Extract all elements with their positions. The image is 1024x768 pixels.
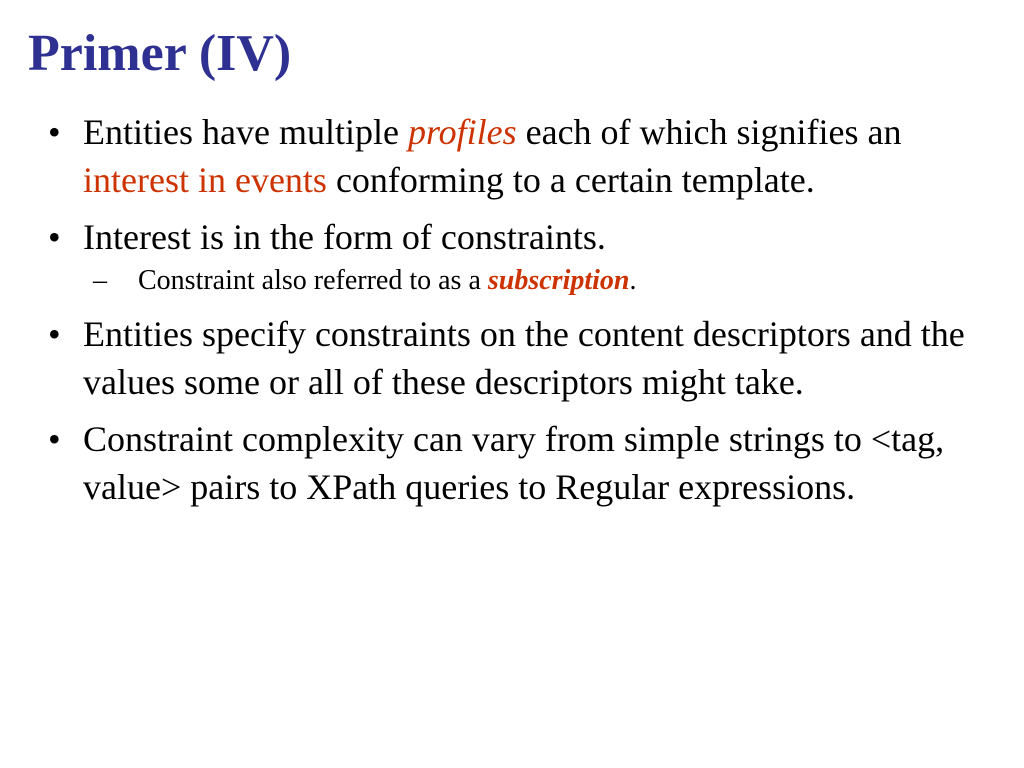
bullet-text: Constraint complexity can vary from simple strings to <tag, value> pairs to XPath queries to Regular expressions. <box>83 419 945 507</box>
bullet-text: Entities specify constraints on the content descriptors and the values some or all of these descriptors might take. <box>83 314 965 402</box>
emphasis-interest-in-events: interest in events <box>83 160 327 200</box>
bullet-item <box>48 310 978 406</box>
bullet-item <box>48 415 978 511</box>
bullet-text: each of which signifies an <box>516 112 902 152</box>
bullet-item <box>48 213 978 301</box>
bullet-marker: • <box>48 314 61 354</box>
bullet-text: Entities have multiple <box>83 112 408 152</box>
bullet-item <box>48 108 978 204</box>
bullet-text: conforming to a certain template. <box>326 160 815 200</box>
bullet-marker: • <box>48 419 61 459</box>
bullet-list <box>48 108 978 520</box>
sub-bullet-text: . <box>629 265 637 296</box>
sub-bullet-item <box>93 261 978 301</box>
bullet-text: Interest is in the form of constraints. <box>83 217 606 257</box>
slide-title: Primer (IV) <box>28 25 292 82</box>
sub-bullet-text: Constraint also referred to as a <box>138 265 488 296</box>
emphasis-profiles: profiles <box>407 112 517 152</box>
emphasis-subscription: subscription <box>487 265 630 296</box>
sub-bullet-list <box>83 261 978 301</box>
sub-bullet-marker: – <box>93 265 107 296</box>
bullet-marker: • <box>48 112 61 152</box>
bullet-marker: • <box>48 217 61 257</box>
